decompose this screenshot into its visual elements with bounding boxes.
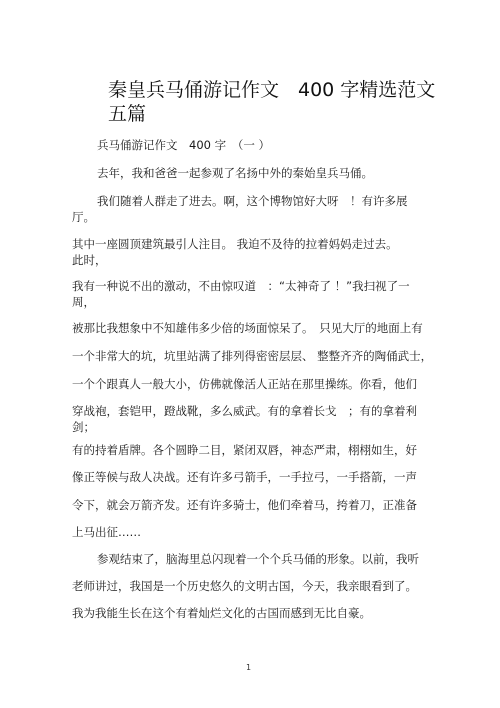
paragraph-line: 我们随着人群走了进去。啊，这个博物馆好大呀 ！有许多展厅。 — [72, 194, 408, 224]
paragraph-line: 像正等候与敌人决战。还有许多弓箭手，一手拉弓，一手搭箭，一声 — [72, 470, 417, 484]
paragraph-line: 被那比我想象中不知雄伟多少倍的场面惊呆了。 只见大厅的地面上有 — [72, 321, 423, 335]
paragraph-line: 我为我能生长在这个有着灿烂文化的古国而感到无比自豪。 — [72, 606, 371, 620]
section-subtitle: 兵马俑游记作文 400 字 （一 ） — [97, 138, 271, 152]
document-title: 秦皇兵马俑游记作文 400 字精选范文五篇 — [108, 79, 436, 125]
paragraph-line: 我有一种说不出的激动，不由惊叹道 ：“太神奇了 ！”我扫视了一周， — [72, 279, 410, 309]
paragraph-line: 一个个跟真人一般大小，仿佛就像活人正站在那里操练。你看，他们 — [72, 377, 417, 391]
paragraph-line: 老师讲过，我国是一个历史悠久的文明古国，今天，我亲眼看到了。 — [72, 579, 417, 593]
paragraph-line: 参观结束了，脑海里总闪现着一个个兵马俑的形象。以前，我听 — [97, 552, 419, 566]
paragraph-line: 去年，我和爸爸一起参观了名扬中外的秦始皇兵马俑。 — [97, 166, 373, 180]
paragraph-line: 穿战袍，套铠甲，蹬战靴，多么威武。有的拿着长戈 ；有的拿着利剑； — [72, 404, 417, 434]
paragraph-line: 令下，就会万箭齐发。还有许多骑士，他们牵着马，挎着刀，正准备 — [72, 498, 417, 512]
paragraph-line: 其中一座圆顶建筑最引人注目。 我迫不及待的拉着妈妈走过去。 此时， — [72, 237, 398, 267]
paragraph-line: 上马出征…… — [72, 525, 141, 539]
paragraph-line: 有的持着盾牌。各个圆睁二目，紧闭双唇，神态严肃，栩栩如生，好 — [72, 443, 417, 457]
paragraph-line: 一个非常大的坑，坑里站满了排列得密密层层、 整整齐齐的陶俑武士， — [72, 349, 433, 363]
page-number: 1 — [246, 663, 252, 672]
